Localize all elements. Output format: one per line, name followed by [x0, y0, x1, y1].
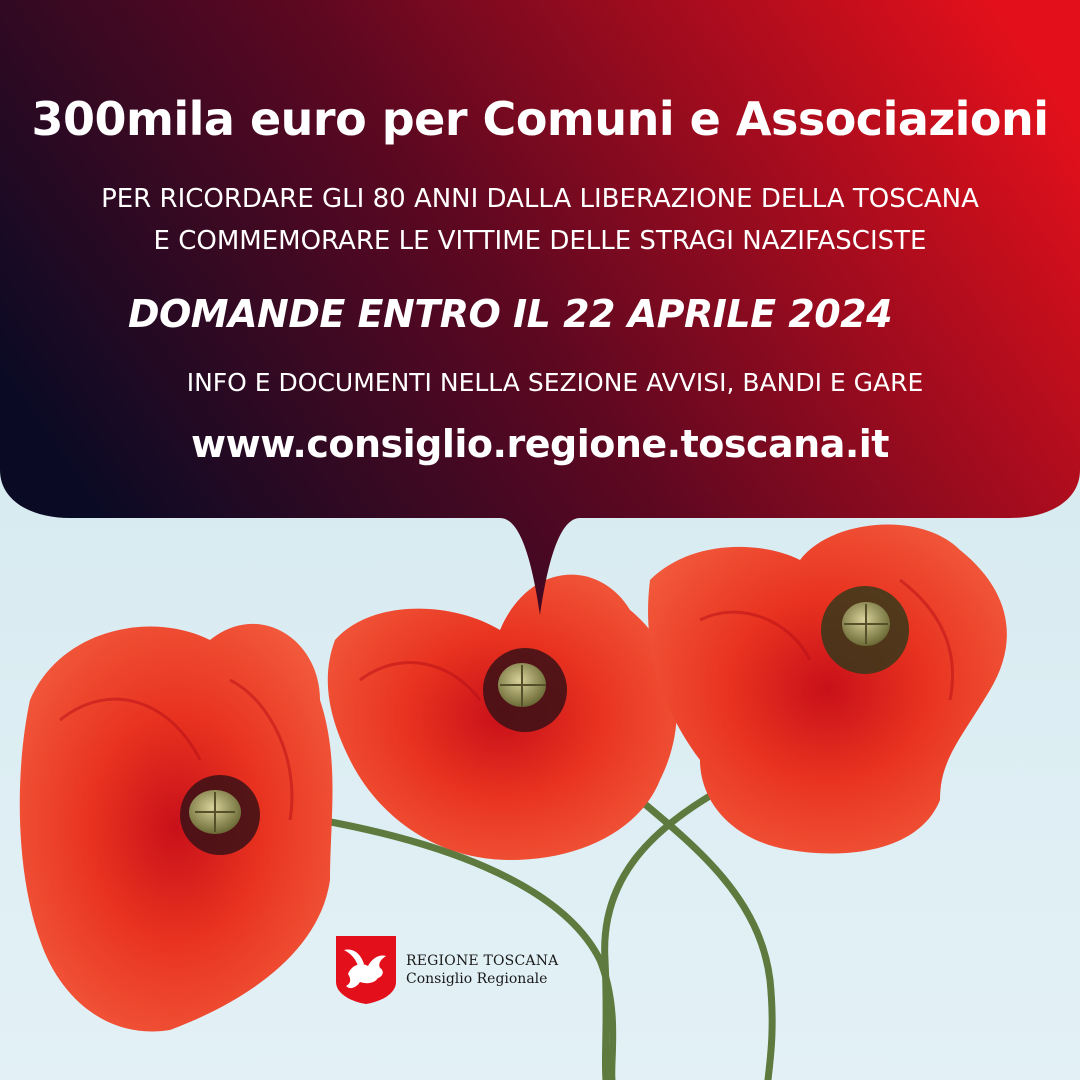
headline: 300mila euro per Comuni e Associazioni [31, 92, 1049, 146]
stem-right [605, 790, 720, 1080]
deadline-text: DOMANDE ENTRO IL 22 APRILE 2024 [127, 292, 893, 336]
subtitle [0, 178, 1080, 262]
regione-toscana-logo [334, 934, 558, 1006]
stem-middle [640, 800, 772, 1080]
website-link[interactable]: www.consiglio.regione.toscana.it [191, 422, 889, 466]
poppy-left [20, 624, 333, 1032]
logo-line-2: Consiglio Regionale [406, 971, 548, 987]
subtitle-line-1: PER RICORDARE GLI 80 ANNI DALLA LIBERAZIONE DELLA TOSCANA [101, 184, 979, 214]
pegasus-icon [334, 934, 398, 1006]
logo-line-1: REGIONE TOSCANA [406, 953, 559, 969]
subtitle-line-2: E COMMEMORARE LE VITTIME DELLE STRAGI NAZIFASCISTE [153, 226, 927, 256]
logo-text [406, 952, 558, 988]
info-text: INFO E DOCUMENTI NELLA SEZIONE AVVISI, BANDI E GARE [186, 368, 924, 397]
